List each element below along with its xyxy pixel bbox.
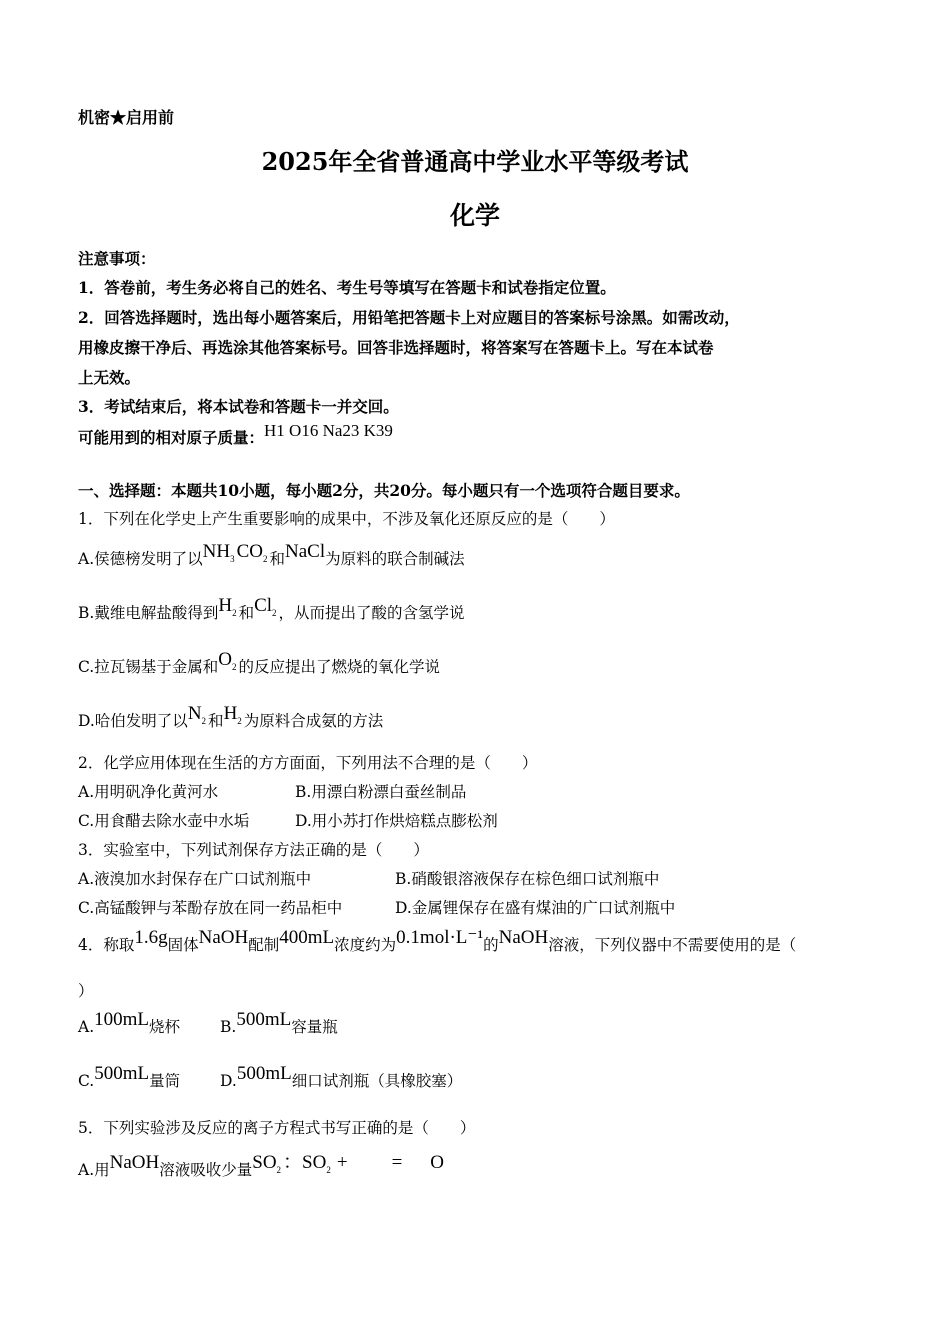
- q5-a-text-mid: 溶液吸收少量: [159, 1161, 253, 1179]
- q1-stem: 1．下列在化学史上产生重要影响的成果中，不涉及氧化还原反应的是（ ）: [78, 510, 615, 528]
- confidential-label: 机密★启用前: [78, 108, 175, 127]
- q1-a-formula-nh: NH: [202, 541, 231, 562]
- q4-c-volume: 500mL: [94, 1063, 150, 1084]
- q4-option-c: [78, 1063, 181, 1090]
- q3-stem: 3．实验室中，下列试剂保存方法正确的是（ ）: [78, 841, 429, 859]
- q4-text-2: 固体: [167, 936, 199, 954]
- notice-item-3: 3．考试结束后，将本试卷和答题卡一并交回。: [78, 397, 399, 416]
- q4-b-volume: 500mL: [236, 1009, 292, 1030]
- q4-concentration: 0.1mol·L⁻¹: [396, 927, 484, 948]
- atomic-mass-label: 可能用到的相对原子质量：: [78, 428, 265, 447]
- q4-stem-close: ）: [78, 982, 94, 1000]
- q4-a-label: A.: [78, 1018, 95, 1036]
- q4-volume: 400mL: [279, 927, 335, 948]
- subject-title: 化学: [449, 201, 500, 230]
- q3-option-a: A.液溴加水封保存在广口试剂瓶中: [78, 870, 312, 888]
- q1-a-formula-nacl: NaCl: [285, 541, 326, 562]
- q1-a-text-pre: A.侯德榜发明了以: [78, 550, 203, 568]
- notice-heading: 注意事项：: [78, 249, 156, 268]
- q1-c-text-post: 的反应提出了燃烧的氧化学说: [238, 658, 440, 676]
- q1-c-text-pre: C.拉瓦锡基于金属和: [78, 658, 219, 676]
- q4-option-d: [220, 1063, 463, 1090]
- q1-b-sub-1: 2: [232, 608, 237, 618]
- q4-d-text: 细口试剂瓶（具橡胶塞）: [291, 1072, 463, 1090]
- q4-d-label: D.: [220, 1072, 237, 1090]
- q4-option-b: [220, 1009, 338, 1036]
- q4-text-5: 的: [483, 936, 499, 954]
- q4-text-4: 浓度约为: [334, 936, 397, 954]
- q5-a-text-pre: A.用: [78, 1161, 110, 1179]
- q2-option-a: A.用明矾净化黄河水: [78, 783, 219, 801]
- q5-a-so2: SO: [252, 1152, 277, 1173]
- q5-stem: 5．下列实验涉及反应的离子方程式书写正确的是（ ）: [78, 1119, 476, 1137]
- q1-option-d: [78, 703, 384, 730]
- q1-a-sub-1: 3: [230, 554, 235, 564]
- q3-option-c: C.高锰酸钾与苯酚存放在同一药品柜中: [78, 899, 343, 917]
- q4-stem: [78, 927, 797, 954]
- atomic-mass-line: [78, 421, 393, 447]
- notice-item-1: 1．答卷前，考生务必将自己的姓名、考生号等填写在答题卡和试卷指定位置。: [78, 278, 616, 297]
- q1-b-sub-2: 2: [272, 608, 277, 618]
- q4-b-text: 容量瓶: [291, 1018, 338, 1036]
- exam-title: 2025年全省普通高中学业水平等级考试: [261, 147, 689, 176]
- q1-d-sub-2: 2: [237, 716, 242, 726]
- q1-a-text-and: 和: [269, 550, 285, 568]
- q1-b-text-pre: B.戴维电解盐酸得到: [78, 604, 219, 622]
- q2-option-b: B.用漂白粉漂白蚕丝制品: [295, 783, 467, 801]
- q4-d-volume: 500mL: [236, 1063, 292, 1084]
- q5-a-equals: =: [391, 1152, 403, 1173]
- q1-option-a: [78, 541, 465, 568]
- q5-a-sub-2: 2: [326, 1165, 331, 1175]
- q1-d-text-post: 为原料合成氨的方法: [243, 712, 384, 730]
- q1-b-text-post: ，从而提出了酸的含氢学说: [278, 604, 465, 622]
- q1-c-sub-1: 2: [231, 662, 237, 672]
- q1-b-text-and: 和: [238, 604, 255, 622]
- q4-text-6: 溶液，下列仪器中不需要使用的是（: [548, 936, 797, 954]
- q1-d-formula-h: H: [223, 703, 238, 724]
- q5-a-sub-1: 2: [276, 1165, 282, 1175]
- q1-b-formula-h: H: [218, 595, 233, 616]
- q4-a-volume: 100mL: [94, 1009, 150, 1030]
- q1-a-sub-2: 2: [262, 554, 268, 564]
- q1-option-b: [78, 595, 465, 622]
- section-1-heading: 一、选择题：本题共10小题，每小题2分，共20分。每小题只有一个选项符合题目要求。: [78, 481, 690, 500]
- q1-d-formula-n: N: [187, 703, 202, 724]
- q4-c-label: C.: [78, 1072, 95, 1090]
- q1-d-text-and: 和: [208, 712, 224, 730]
- q4-text-1: 4．称取: [78, 936, 135, 954]
- q1-a-text-post: 为原料的联合制碱法: [325, 550, 465, 568]
- q4-text-3: 配制: [248, 936, 280, 954]
- q1-d-text-pre: D.哈伯发明了以: [78, 712, 188, 730]
- notice-item-2-line-2: 用橡皮擦干净后、再选涂其他答案标号。回答非选择题时，将答案写在答题卡上。写在本试卷: [78, 338, 714, 357]
- q4-option-a: [78, 1009, 181, 1036]
- notice-item-2-line-3: 上无效。: [78, 368, 141, 387]
- q4-naoh-2: NaOH: [498, 927, 549, 948]
- q5-a-plus: +: [336, 1152, 348, 1173]
- q1-b-formula-cl: Cl: [254, 595, 273, 616]
- q2-option-d: D.用小苏打作烘焙糕点膨松剂: [295, 812, 498, 830]
- q1-c-formula-o: O: [218, 649, 232, 670]
- q4-naoh-1: NaOH: [198, 927, 249, 948]
- q4-a-text: 烧杯: [149, 1018, 181, 1036]
- q1-option-c: [78, 649, 440, 676]
- q1-d-sub-1: 2: [201, 716, 207, 726]
- q4-mass: 1.6g: [134, 927, 168, 948]
- q5-a-equation-so2: ：SO: [283, 1152, 327, 1173]
- q2-option-c: C.用食醋去除水壶中水垢: [78, 812, 250, 830]
- atomic-mass-values: H1 O16 Na23 K39: [264, 421, 393, 440]
- q5-option-a: [78, 1152, 445, 1179]
- q3-option-d: D.金属锂保存在盛有煤油的广口试剂瓶中: [395, 899, 676, 917]
- q3-option-b: B.硝酸银溶液保存在棕色细口试剂瓶中: [395, 870, 660, 888]
- q5-a-naoh: NaOH: [109, 1152, 160, 1173]
- q1-a-formula-co: CO: [236, 541, 263, 562]
- q5-a-product: O: [430, 1152, 445, 1173]
- q4-b-label: B.: [220, 1018, 237, 1036]
- q2-stem: 2．化学应用体现在生活的方方面面，下列用法不合理的是（ ）: [78, 754, 538, 772]
- q4-c-text: 量筒: [149, 1072, 181, 1090]
- notice-item-2-line-1: 2．回答选择题时，选出每小题答案后，用铅笔把答题卡上对应题目的答案标号涂黑。如需改动，: [78, 308, 740, 327]
